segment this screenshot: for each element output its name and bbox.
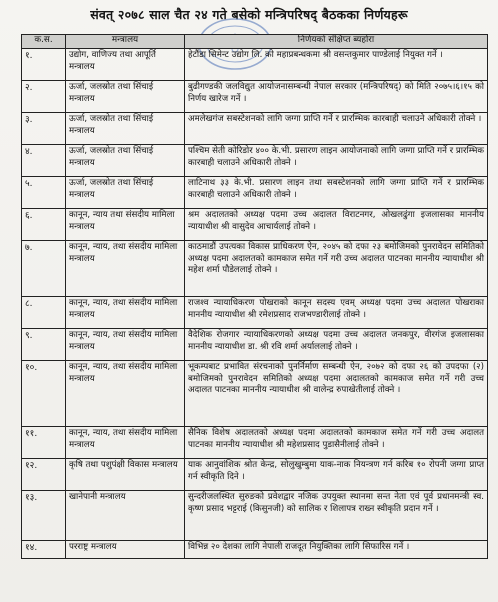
table-row	[22, 241, 488, 297]
row-ministry: ऊर्जा, जलस्रोत तथा सिंचाई मन्त्रालय	[66, 81, 185, 113]
table-row	[22, 113, 488, 145]
row-ministry: कानून, न्याय, तथा संसदीय मामिला मन्त्रालय	[66, 361, 185, 427]
table-row	[22, 361, 488, 427]
row-decision: काठमाडौं उपत्यका विकास प्राधिकरण ऐन, २०४५ को दफा २३ बमोजिमको पुनरावेदन समितिको अध्यक्ष पदमा अदालतको कामकाज समेत गर्ने गरी उच्च अदालत पाटनका माननीय न्यायाधीश श्री महेश शर्मा पौडेललाई तोक्ने ।	[185, 241, 488, 297]
row-serial-number: २.	[22, 81, 66, 113]
table-row	[22, 209, 488, 241]
row-serial-number: ५.	[22, 177, 66, 209]
table-header-row	[22, 35, 488, 49]
row-decision: हेटौंडा सिमेन्ट उद्योग लि. को महाप्रबन्धकमा श्री वसन्तकुमार पाण्डेलाई नियुक्त गर्ने ।	[185, 49, 488, 81]
row-decision: वैदेशिक रोजगार न्यायाधिकरणको अध्यक्ष पदमा उच्च अदालत जनकपुर, वीरगंज इजलासका माननीय न्यायाधीश डा. श्री रवि शर्मा अर्याललाई तोक्ने ।	[185, 329, 488, 361]
row-decision: श्रम अदालतको अध्यक्ष पदमा उच्च अदालत विराटनगर, ओखलढुंगा इजलासका माननीय न्यायाधीश श्री वासुदेव आचार्यलाई तोक्ने ।	[185, 209, 488, 241]
header-serial-number: क.स.	[22, 35, 66, 49]
table-row	[22, 329, 488, 361]
row-decision: भूकम्पबाट प्रभावित संरचनाको पुनर्निर्माण सम्बन्धी ऐन, २०७२ को दफा २६ को उपदफा (२) बमोजिमको पुनरावेदन समितिको अध्यक्ष पदमा अदालतको कामकाज समेत गर्ने गरी उच्च अदालत पाटनका माननीय न्यायाधीश श्री वालेन्द्र रुपाखेतीलाई तोक्ने ।	[185, 361, 488, 427]
row-ministry: ऊर्जा, जलस्रोत तथा सिंचाई मन्त्रालय	[66, 145, 185, 177]
row-ministry: ऊर्जा, जलस्रोत तथा सिंचाई मन्त्रालय	[66, 177, 185, 209]
page-title: संवत् २०७८ साल चैत २४ गते बसेको मन्त्रिपरिषद् बैठकका निर्णयहरू	[90, 7, 408, 22]
table-row	[22, 145, 488, 177]
row-ministry: खानेपानी मन्त्रालय	[66, 491, 185, 541]
row-serial-number: ६.	[22, 209, 66, 241]
row-serial-number: ११.	[22, 427, 66, 459]
row-serial-number: १२.	[22, 459, 66, 491]
row-serial-number: १४.	[22, 541, 66, 559]
row-decision: याक आनुवांशिक श्रोत केन्द्र, सोलुखुम्बुमा याक-नाक नियन्त्रण गर्न करिब १० रोपनी जग्गा प्राप्त गर्न स्वीकृति दिने ।	[185, 459, 488, 491]
row-serial-number: १.	[22, 49, 66, 81]
row-ministry: कानून, न्याय, तथा संसदीय मामिला मन्त्रालय	[66, 241, 185, 297]
table-row	[22, 177, 488, 209]
decisions-table	[21, 34, 488, 559]
row-decision: सुन्दरीजलस्थित सुरुङको प्रवेशद्वार नजिक उपयुक्त स्थानमा सन्त नेता एवं पूर्व प्रधानमन्त्री स्व. कृष्ण प्रसाद भट्टराई (किसुनजी) को सालिक र शिलापत्र राख्न स्वीकृति प्रदान गर्ने ।	[185, 491, 488, 541]
header-decision: निर्णयको संक्षिप्त ब्यहोरा	[185, 35, 488, 49]
table-row	[22, 541, 488, 559]
row-serial-number: ७.	[22, 241, 66, 297]
table-row	[22, 297, 488, 329]
row-decision: बुढीगण्डकी जलविद्युत आयोजनासम्बन्धी नेपाल सरकार (मन्त्रिपरिषद्) को मिति २०७५।६।१५ को निर्णय खारेज गर्ने ।	[185, 81, 488, 113]
row-decision: अमलेखगंज सबस्टेशनको लागि जग्गा प्राप्ति गर्ने र प्रारम्भिक कारबाही चलाउने अधिकारी तोक्ने ।	[185, 113, 488, 145]
row-decision: पश्चिम सेती कोरिडोर ४०० के.भी. प्रसारण लाइन आयोजनाको लागि जग्गा प्राप्ति गर्ने र प्रारम्भिक कारबाही चलाउने अधिकारी तोक्ने ।	[185, 145, 488, 177]
row-ministry: कानून, न्याय, तथा संसदीय मामिला मन्त्रालय	[66, 329, 185, 361]
row-ministry: परराष्ट्र मन्त्रालय	[66, 541, 185, 559]
table-row	[22, 427, 488, 459]
row-ministry: कानून, न्याय, तथा संसदीय मामिला मन्त्रालय	[66, 427, 185, 459]
row-serial-number: १३.	[22, 491, 66, 541]
row-ministry: कानून, न्याय, तथा संसदीय मामिला मन्त्रालय	[66, 297, 185, 329]
row-serial-number: १०.	[22, 361, 66, 427]
table-row	[22, 491, 488, 541]
row-ministry: ऊर्जा, जलस्रोत तथा सिंचाई मन्त्रालय	[66, 113, 185, 145]
row-serial-number: ३.	[22, 113, 66, 145]
row-decision: सैनिक विशेष अदालतको अध्यक्ष पदमा अदालतको कामकाज समेत गर्ने गरी उच्च अदालत पाटनका माननीय न्यायाधीश श्री महेशप्रसाद पुडासैनीलाई तोक्ने ।	[185, 427, 488, 459]
table-row	[22, 81, 488, 113]
row-ministry: उद्योग, वाणिज्य तथा आपूर्ति मन्त्रालय	[66, 49, 185, 81]
table-row	[22, 49, 488, 81]
row-ministry: कानून, न्याय तथा संसदीय मामिला मन्त्रालय	[66, 209, 185, 241]
row-decision: राजश्व न्यायाधिकरण पोखराको कानून सदस्य एवम् अध्यक्ष पदमा उच्च अदालत पोखराका माननीय न्यायाधीश श्री रमेशप्रसाद राजभण्डारीलाई तोक्ने ।	[185, 297, 488, 329]
table-row	[22, 459, 488, 491]
row-ministry: कृषि तथा पशुपंक्षी विकास मन्त्रालय	[66, 459, 185, 491]
row-serial-number: ९.	[22, 329, 66, 361]
row-serial-number: ४.	[22, 145, 66, 177]
header-ministry: मन्त्रालय	[66, 35, 185, 49]
row-serial-number: ८.	[22, 297, 66, 329]
row-decision: लाटिनाथ ३३ के.भी. प्रसारण लाइन तथा सबस्टेशनको लागि जग्गा प्राप्ति गर्ने र प्रारम्भिक कारबाही चलाउने अधिकारी तोक्ने ।	[185, 177, 488, 209]
row-decision: विभिन्न २० देशका लागि नेपाली राजदूत नियुक्तिका लागि सिफारिस गर्ने ।	[185, 541, 488, 559]
